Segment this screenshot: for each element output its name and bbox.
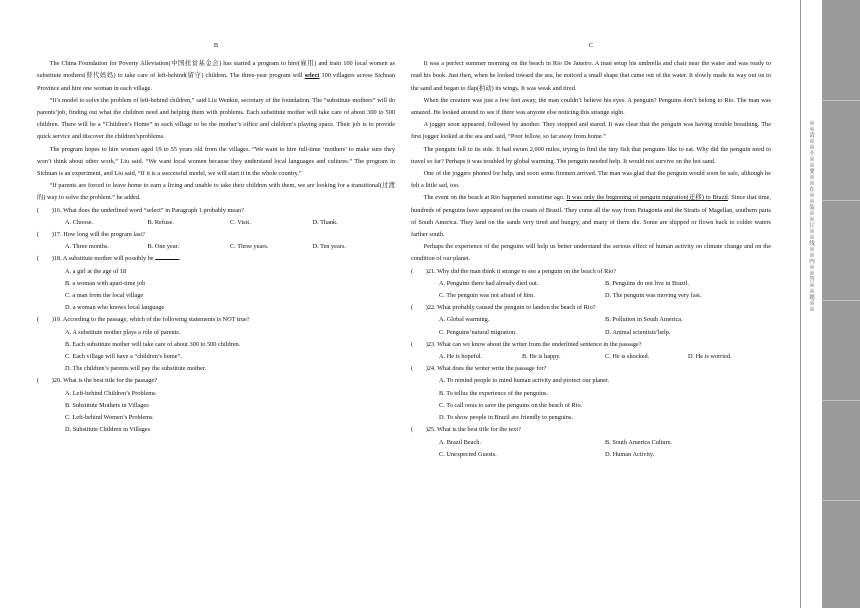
gutter-divider: [822, 100, 860, 101]
question-text: ( )18. A substitute mother will possibly be: [37, 255, 154, 263]
binding-warning-text: ※※请※※不※※要※※在※※装※※订※※线※※内※※答※※题※※: [808, 120, 814, 312]
option: B. He is happy.: [522, 353, 561, 361]
options-22-row1: [411, 314, 771, 326]
paragraph: The penguin fell to its side. It had swum 2,000 miles, trying to find the tiny fish that penguins like to eat. Why did the penguin need to travel so far? Perhaps it was troubled by global warming. The penguin needed help. It would not survive on the hot sand.: [411, 145, 771, 165]
option: A. Penguins there had already died out.: [439, 279, 539, 287]
binding-margin: [800, 0, 860, 608]
answer-blank: [155, 253, 179, 260]
option: B. Each substitute mother will take care of about 300 to 500 children.: [65, 340, 241, 348]
option: D. Thank.: [312, 218, 338, 226]
gutter-divider: [822, 300, 860, 301]
option: A. Choose.: [65, 218, 94, 226]
binding-strip: [800, 0, 823, 608]
option: D. Animal scientists’help.: [605, 328, 671, 336]
paragraph: [411, 192, 771, 241]
options-25-row1: [411, 437, 771, 449]
option: D. The children’s parents will pay the substitute mother.: [65, 365, 207, 373]
question-23: ( )23. What can we know about the writer from the underlined sentence in the passage?: [411, 340, 642, 348]
paragraph-text: 100 villagers across Sichuan Province and hire one woman in each village.: [37, 72, 396, 92]
paragraph: “It’s model to solve the problem of left-behind children,” said Liu Wenkui, secretary of the foundation. The “substitute mothers” will do parents’job, finding out what the children need and helping them with problems. Each substitute mother will take care of about 300 to 500 children. There will be a “Children’s Home” in each village to be the mother’s office and children’s playing space. Their job is to provide quick service and discover the children’sproblems.: [37, 96, 395, 141]
option: C. Penguins’natural migration.: [439, 328, 517, 336]
option: A. He is hopeful.: [439, 353, 483, 361]
option: C. Each village will have a “children’s home”.: [65, 353, 182, 361]
options-23: [411, 351, 771, 363]
option: C. Unexpected Guests.: [439, 450, 497, 458]
paragraph: One of the joggers phoned for help, and soon some firemen arrived. The man was glad that the penguin would soon be safe, although he felt a little sad, too.: [411, 170, 771, 190]
option: B. a woman with apart-time job: [65, 279, 146, 287]
question-22: ( )22. What probably caused the penguin to landon the beach of Rio?: [411, 304, 596, 312]
option: A. a girl at the age of 18: [65, 267, 127, 275]
question-24: ( )24. What does the writer write the passage for?: [411, 365, 547, 373]
options-25-row2: [411, 449, 771, 461]
passage-b: [37, 40, 395, 437]
option: B. Pollution in South America.: [605, 316, 683, 324]
question-20: ( )20. What is the best title for the passage?: [37, 377, 158, 385]
option: B. To tellus the experience of the penguins.: [439, 389, 549, 397]
option: B. Refuse.: [147, 218, 174, 226]
options-21-row1: [411, 278, 771, 290]
paragraph: [37, 58, 395, 95]
binding-gutter: [822, 0, 860, 608]
paragraph-text: . Since that time, hundreds of penguins have appeared on the coasts of Brazil. They come all the way from Patagonia and the Straits of Magellan, southern parts of South America. They land on the sands very tired and hungry, and many of them die. Some are shipped or flown back to colder waters farther south.: [411, 194, 771, 239]
paragraph: A jogger soon appeared, followed by another. They stopped and stared. It was clear that the penguin was having trouble breathing. The first jogger looked at the sea and said, “Poor fellow, so far away from home.”: [411, 121, 771, 141]
question-16: ( )16. What does the underlined word “select” in Paragraph 1 probably mean?: [37, 206, 244, 214]
underlined-word-select: select: [304, 72, 320, 80]
option: D. The penguin was moving very fast.: [605, 292, 702, 300]
question-25: ( )25. What is the best title for the text?: [411, 426, 521, 434]
option: A. Three months.: [65, 243, 109, 251]
underlined-sentence: It was only the beginning of penguin migration(迁移) to Brazil: [566, 194, 728, 202]
option: A. Left-behind Children’s Problems: [65, 389, 156, 397]
passage-c: [411, 40, 771, 461]
option: C. He is shocked.: [605, 353, 650, 361]
options-22-row2: [411, 327, 771, 339]
option: D. He is worried.: [688, 353, 732, 361]
option: C. Left-behind Women’s Problems: [65, 414, 153, 422]
option: B. Substitute Mothers in Villages: [65, 401, 149, 409]
option: C. Three years.: [230, 243, 269, 251]
paragraph-text: The event on the beach at Rio happened sometime ago.: [423, 194, 567, 202]
paragraph: “If parents are forced to leave home to earn a living and unable to take their children with them, we are looking for a transitional(过渡的) way to solve the problem.” he added.: [37, 182, 395, 202]
option: A. A substitute mother plays a role of parents.: [65, 328, 181, 336]
option: B. South America Culture.: [605, 438, 672, 446]
option: C. The penguin was not afraid of him.: [439, 292, 535, 300]
option: C. a man from the local village: [65, 292, 144, 300]
option: D. To show people in Brazil are friendly to penguins.: [439, 414, 573, 422]
section-label-c: C: [588, 42, 594, 49]
question-19: ( )19. According to the passage, which of the following statements is NOT true?: [37, 316, 250, 324]
option: A. Global warming.: [439, 316, 490, 324]
option: B. Penguins do not live in Brazil.: [605, 279, 689, 287]
paragraph-text: The China Foundation for Poverty Alleviation(中国扶贫基金会) has started a program to hire(雇用) and train 100 local women as substitute mothers(替代妈妈) to take care of left-behind(留守) children. The three-year program will: [37, 60, 395, 80]
option: D. Human Activity.: [605, 450, 655, 458]
option: D. Ten years.: [312, 243, 346, 251]
option: A. To remind people to mind human activity and protect our planet.: [439, 377, 610, 385]
gutter-divider: [822, 500, 860, 501]
option: D. Substitute Children in Villages: [65, 426, 151, 434]
options-21-row2: [411, 290, 771, 302]
question-17: ( )17. How long will the program last?: [37, 231, 145, 239]
question-18: ( )18. A substitute mother will possibly be .: [37, 255, 181, 263]
question-21: ( )21. Why did the man think it strange to see a penguin on the beach of Rio?: [411, 267, 617, 275]
paragraph: The program hopes to hire women aged 19 to 55 years old from the villages. “We want to hire full-time ‘mothers’ to make sure they won’t think about other work,” Liu said. “We want local women because they understand local languages and cultures.” The program in Sichuan is an experiment, and Liu said, “If it is a successful model, we will start it in the whole country.”: [37, 145, 395, 178]
paragraph: It was a perfect summer morning on the beach in Rio De Janeiro. A man setup his umbrella and chair near the water and was ready to read his book. Just then, when he looked toward the sea, he noticed a small shape that came out of the water. It slowly made its way out on to the sand and began to flap(拍动) its wings. It was weak and tired.: [411, 60, 771, 92]
options-16: [37, 217, 395, 229]
gutter-divider: [822, 400, 860, 401]
option: D. a woman who knows local language: [65, 304, 165, 312]
option: A. Brazil Beach.: [439, 438, 481, 446]
option: B. One year.: [147, 243, 179, 251]
section-label-b: B: [213, 42, 219, 49]
gutter-divider: [822, 200, 860, 201]
paragraph: When the creature was just a few feet away, the man couldn’t believe his eyes. A penguin? Penguins don’t belong to Rio. The man was amazed. He looked around to see if there was anyone else noticing this strange sight.: [411, 96, 771, 117]
option: C. Visit.: [230, 218, 251, 226]
options-17: [37, 241, 395, 253]
paragraph: Perhaps the experience of the penguins will help us better understand the serious effect of human activity on climate change and on the condition of our planet.: [411, 243, 771, 263]
option: C. To call onus to save the penguins on the beach of Rio.: [439, 401, 583, 409]
